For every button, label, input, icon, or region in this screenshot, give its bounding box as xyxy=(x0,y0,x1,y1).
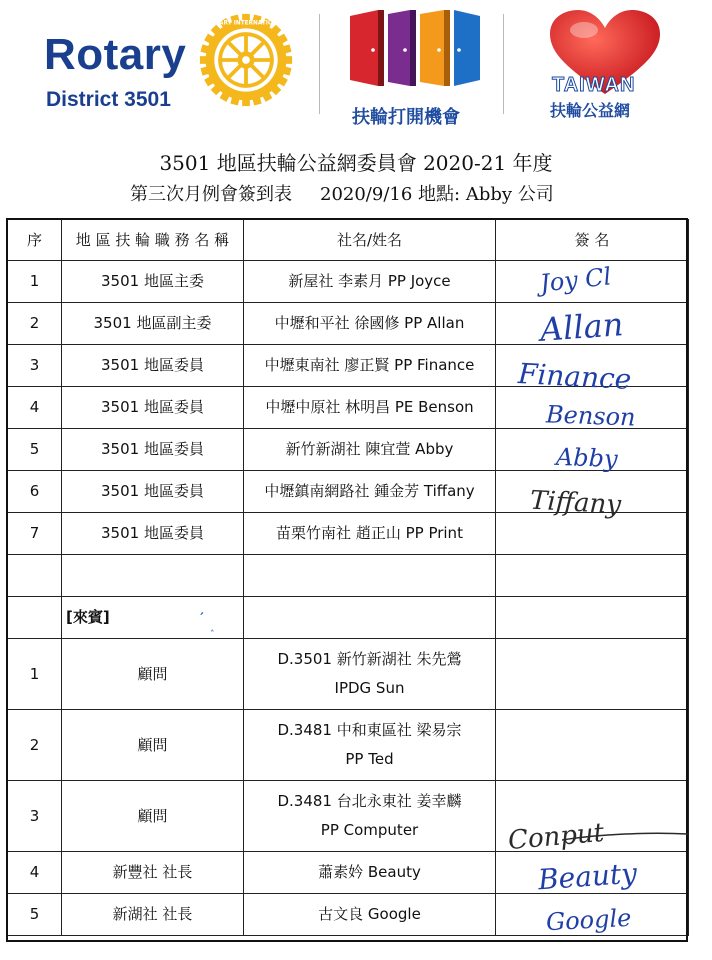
district-label: District 3501 xyxy=(46,88,171,111)
ink-mark: ʼ xyxy=(195,609,206,627)
signature-underline xyxy=(560,830,690,844)
row-name: 新竹新湖社 陳宜萱 Abby xyxy=(244,429,496,471)
row-number: 4 xyxy=(8,387,62,429)
row-name: D.3481 中和東區社 梁易宗 PP Ted xyxy=(244,710,496,781)
row-name: D.3501 新竹新湖社 朱先鶯 IPDG Sun xyxy=(244,639,496,710)
row-number: 1 xyxy=(8,639,62,710)
table-row xyxy=(8,710,689,781)
table-row xyxy=(8,639,689,710)
header-club-name: 社名/姓名 xyxy=(244,220,496,261)
meeting-date: 2020/9/16 xyxy=(320,184,413,205)
header-signature: 簽 名 xyxy=(496,220,689,261)
signature-google: Google xyxy=(545,903,632,937)
taiwan-charity-logo xyxy=(540,8,670,128)
row-role: 3501 地區委員 xyxy=(62,471,244,513)
row-name: 中壢中原社 林明昌 PE Benson xyxy=(244,387,496,429)
document-title: 3501 地區扶輪公益網委員會 2020-21 年度 xyxy=(159,151,553,175)
row-number: 1 xyxy=(8,261,62,303)
divider-line xyxy=(319,14,320,114)
table-header-row xyxy=(8,220,689,261)
row-number: 7 xyxy=(8,513,62,555)
signature-computer: Conput xyxy=(506,817,606,857)
row-role: 顧問 xyxy=(62,710,244,781)
header-number: 序 xyxy=(8,220,62,261)
row-number: 6 xyxy=(8,471,62,513)
ink-mark: ˰ xyxy=(210,617,215,633)
row-role: 3501 地區委員 xyxy=(62,513,244,555)
row-name: 中壢鎮南網路社 鍾金芳 Tiffany xyxy=(244,471,496,513)
row-name: 苗栗竹南社 趙正山 PP Print xyxy=(244,513,496,555)
row-name: 蕭素妗 Beauty xyxy=(244,852,496,894)
open-doors-logo xyxy=(346,6,486,130)
row-name: D.3481 台北永東社 姜幸麟 PP Computer xyxy=(244,781,496,852)
row-number: 3 xyxy=(8,781,62,852)
row-number: 4 xyxy=(8,852,62,894)
taiwan-wordmark: TAIWAN xyxy=(552,74,636,96)
table-row xyxy=(8,513,689,555)
row-name: 中壢和平社 徐國修 PP Allan xyxy=(244,303,496,345)
sheet-name: 第三次月例會簽到表 xyxy=(130,184,292,205)
signature-cell xyxy=(496,710,689,781)
row-role: 3501 地區委員 xyxy=(62,429,244,471)
row-name: 古文良 Google xyxy=(244,894,496,936)
divider-line xyxy=(503,14,504,114)
rotary-wordmark: Rotary xyxy=(44,30,187,79)
row-role: 顧問 xyxy=(62,639,244,710)
row-name: 新屋社 李素月 PP Joyce xyxy=(244,261,496,303)
row-number: 2 xyxy=(8,303,62,345)
guest-section-row xyxy=(8,597,689,639)
signature-beauty: Beauty xyxy=(536,856,638,897)
guest-section-label: [來賓] xyxy=(62,597,244,639)
open-doors-icon xyxy=(346,6,486,102)
signature-joyce: Joy Cl xyxy=(538,262,613,298)
taiwan-subtitle: 扶輪公益網 xyxy=(550,101,631,120)
rotary-district-logo xyxy=(40,20,320,120)
signature-abby: Abby xyxy=(555,442,619,474)
row-number: 5 xyxy=(8,429,62,471)
row-role: 3501 地區委員 xyxy=(62,387,244,429)
row-role: 3501 地區副主委 xyxy=(62,303,244,345)
row-role: 3501 地區委員 xyxy=(62,345,244,387)
row-role: 3501 地區主委 xyxy=(62,261,244,303)
rotary-wheel-text: ROTARY INTERNATIONAL xyxy=(206,20,286,27)
signature-finance: Finance xyxy=(517,357,633,396)
row-name: 中壢東南社 廖正賢 PP Finance xyxy=(244,345,496,387)
open-doors-caption: 扶輪打開機會 xyxy=(352,107,460,128)
signature-cell xyxy=(496,639,689,710)
rotary-wheel-icon xyxy=(198,12,294,108)
header-role: 地 區 扶 輪 職 務 名 稱 xyxy=(62,220,244,261)
row-role: 顧問 xyxy=(62,781,244,852)
meeting-location: 地點: Abby 公司 xyxy=(418,184,554,205)
row-number: 5 xyxy=(8,894,62,936)
empty-row xyxy=(8,555,689,597)
signature-allan: Allan xyxy=(538,305,625,349)
signature-tiffany: Tiffany xyxy=(529,485,622,521)
row-role: 新湖社 社長 xyxy=(62,894,244,936)
row-number: 2 xyxy=(8,710,62,781)
signature-benson: Benson xyxy=(545,400,636,432)
row-role: 新豐社 社長 xyxy=(62,852,244,894)
document-subtitle xyxy=(130,180,554,206)
row-number: 3 xyxy=(8,345,62,387)
